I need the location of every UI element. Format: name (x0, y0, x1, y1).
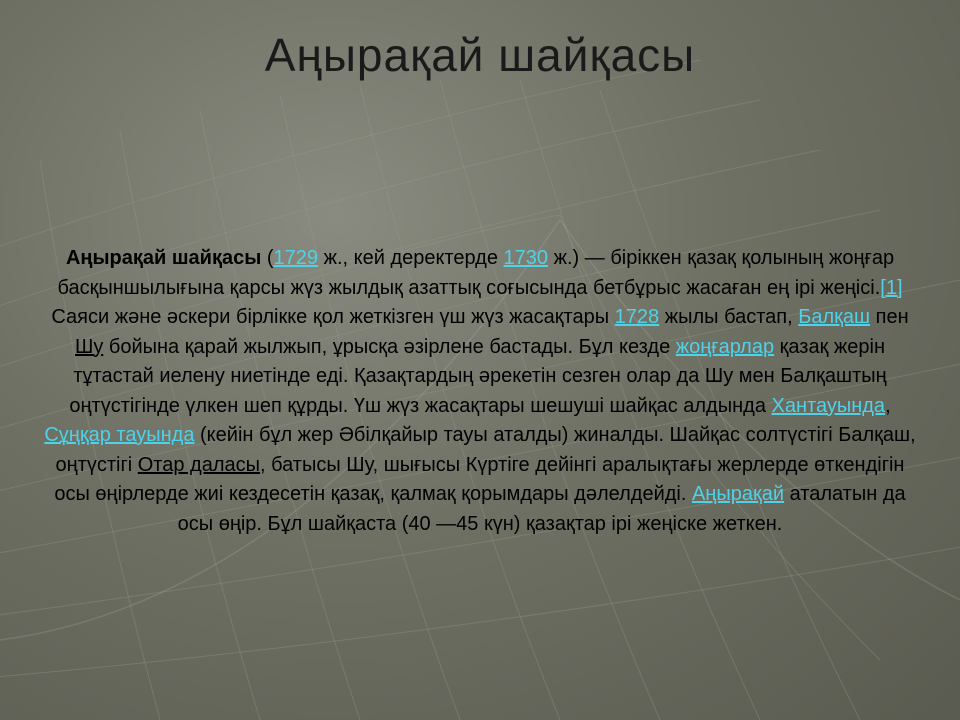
paragraph-intro (40, 244, 920, 303)
term-bold: Аңырақай шайқасы (65, 247, 262, 269)
text-segment: ( (261, 247, 274, 269)
paragraph-main (40, 303, 920, 539)
text-segment: (кейін бұл жер Әбілқайыр тауы аталды) жиналды. Шайқас солтүстігі Балқаш, оңтүстігі (55, 424, 916, 476)
link-sunkar-tau[interactable]: Сұңқар тауында (44, 424, 195, 446)
text-segment: қазақ жерін тұтастай иелену ниетінде еді. Қазақтардың әрекетін сезген олар да Шу мен Балқаштың оңтүстігінде үлкен шеп құрды. Үш жүз жасақтары шешуші шайқас алдында (69, 335, 887, 417)
text-segment: жылы бастап, (659, 306, 799, 328)
link-balkhash[interactable]: Балқаш (798, 306, 871, 328)
text-segment: аталатын да осы өңір. Бұл шайқаста (40 —45 күн) қазақтар ірі жеңіске жеткен. (177, 483, 906, 535)
link-anyrakay[interactable]: Аңырақай (691, 483, 785, 505)
text-segment: , (885, 394, 891, 417)
text-segment: , батысы Шу, шығысы Күртіге дейінгі аралықтағы жерлерде өткендігін осы өңірлерде жиі кездесетін қазақ, қалмақ қорымдары дәлелдейді. (54, 453, 905, 505)
link-khantau[interactable]: Хантауында (771, 394, 886, 417)
text-segment: Саяси және әскери бірлікке қол жеткізген үш жүз жасақтары (51, 306, 615, 328)
text-segment: ж., кей деректерде (318, 247, 504, 269)
link-otar-dalasy[interactable]: Отар даласы (137, 453, 261, 476)
slide-title (0, 28, 960, 82)
link-1729[interactable]: 1729 (273, 247, 319, 269)
link-1728[interactable]: 1728 (614, 306, 660, 328)
link-shu[interactable]: Шу (74, 335, 104, 358)
slide-title-text: Аңырақай шайқасы (264, 29, 696, 81)
text-segment: ж.) — біріккен қазақ қолының жоңғар басқыншылығына қарсы жүз жылдық азаттық соғысында бетбұрыс жасаған ең ірі жеңісі. (57, 247, 895, 299)
text-segment: бойына қарай жылжып, ұрысқа әзірлене бастады. Бұл кезде (103, 335, 676, 358)
reference-link[interactable]: [1] (880, 276, 903, 299)
text-segment: пен (870, 306, 909, 328)
link-dzungars[interactable]: жоңғарлар (675, 335, 775, 358)
slide-body (40, 244, 920, 539)
link-1730[interactable]: 1730 (503, 247, 549, 269)
